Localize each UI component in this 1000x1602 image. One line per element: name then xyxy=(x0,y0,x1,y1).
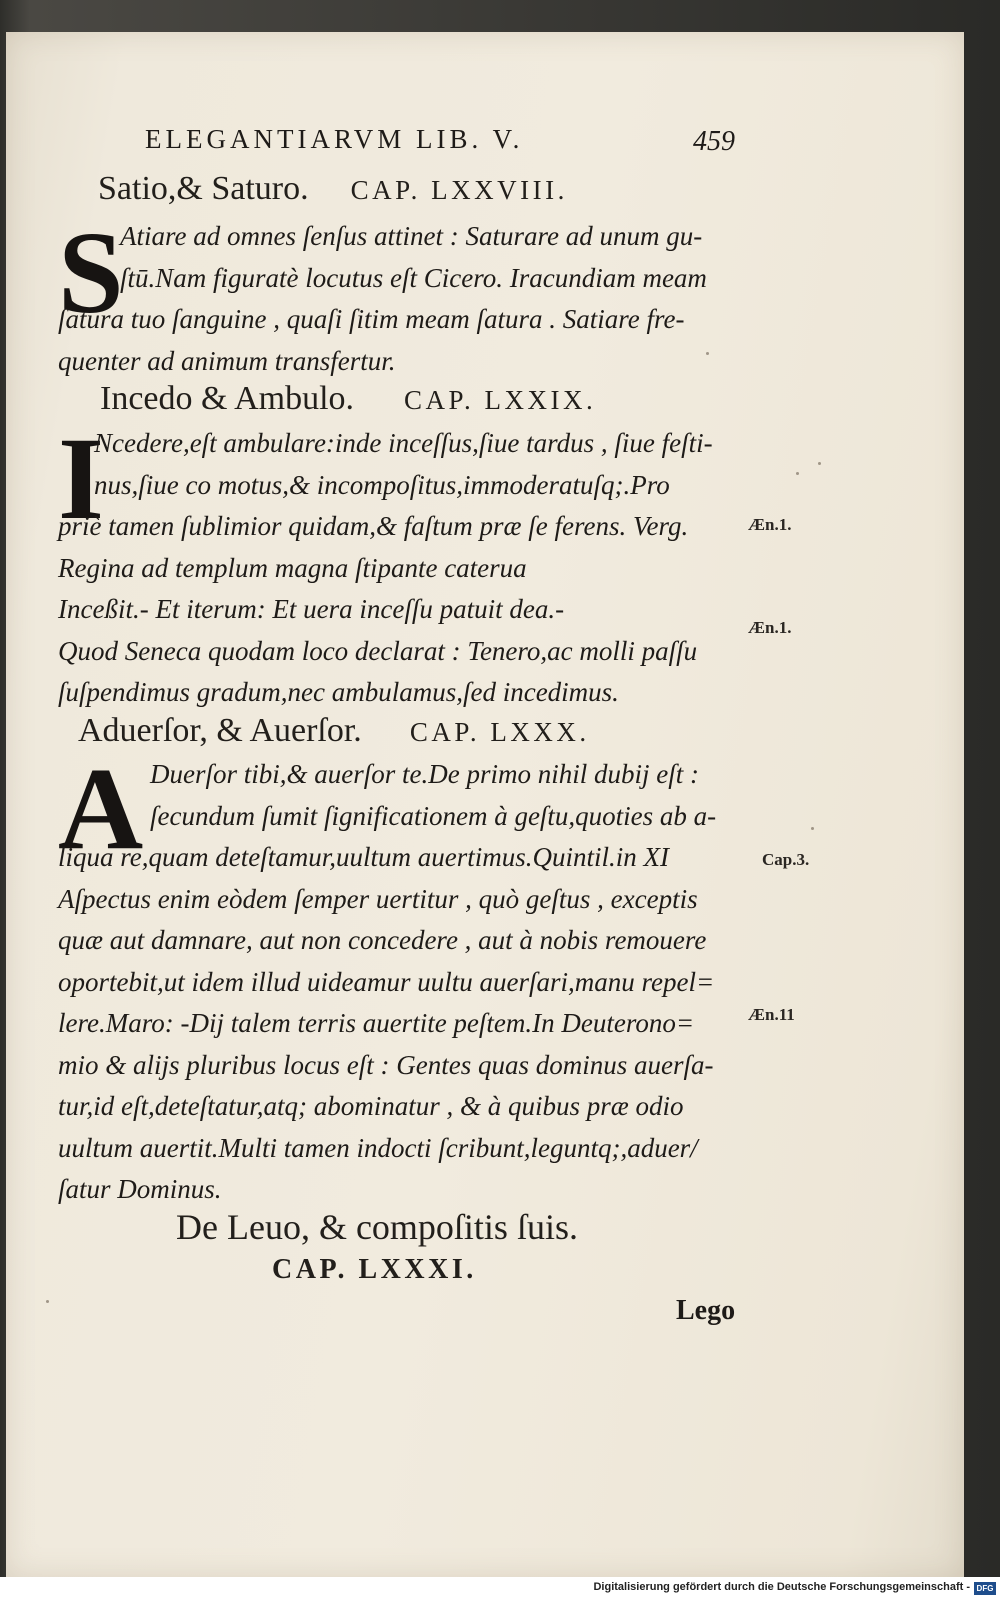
chapter-title: Satio,& Saturo. xyxy=(98,170,309,207)
drop-cap: A xyxy=(58,743,144,874)
text-line: Quod Seneca quodam loco declarat : Tenero,ac molli paſſu xyxy=(58,635,698,666)
text-line: lere.Maro: -Dij talem terris auertite peſtem.In Deuterono= xyxy=(58,1008,695,1038)
paper-stain xyxy=(46,1300,49,1303)
text-line: ſatur Dominus. xyxy=(58,1174,222,1204)
digitization-footer xyxy=(0,1577,1000,1602)
dfg-logo: DFG xyxy=(974,1582,996,1595)
catchword: Lego xyxy=(676,1295,736,1326)
text-line: Ncedere,eſt ambulare:inde inceſſus,ſiue tardus , ſiue feſti- xyxy=(94,428,713,458)
chapter-heading-79 xyxy=(100,380,596,418)
paper-stain xyxy=(796,472,799,475)
chapter-title: Incedo & Ambulo. xyxy=(100,380,355,417)
page-number: 459 xyxy=(693,126,735,157)
paper-stain xyxy=(818,462,821,465)
running-title: ELEGANTIARVM LIB. V. xyxy=(145,124,524,154)
margin-reference: Æn.11 xyxy=(748,1005,795,1024)
margin-reference: Æn.1. xyxy=(748,618,792,637)
text-line: quæ aut damnare, aut non concedere , aut à nobis remouere xyxy=(58,925,707,955)
text-line: Aſpectus enim eòdem ſemper uertitur , quò geſtus , exceptis xyxy=(58,883,698,914)
text-line: liqua re,quam deteſtamur,uultum auertimus.Quintil.in XI xyxy=(58,842,669,872)
chapter-title: De Leuo, & compoſitis ſuis. xyxy=(176,1207,578,1247)
text-line: nus,ſiue co motus,& incompoſitus,immoderatuſq;.Pro xyxy=(94,469,670,500)
chapter-number: CAP. LXXVIII. xyxy=(350,175,568,205)
funding-credit: Digitalisierung gefördert durch die Deutsche Forschungsgemeinschaft - xyxy=(593,1581,970,1593)
text-line: quenter ad animum transfertur. xyxy=(58,345,396,376)
margin-reference: Cap.3. xyxy=(762,850,810,869)
margin-reference: Æn.1. xyxy=(748,515,792,534)
chapter-79-text xyxy=(58,423,748,714)
text-line: Duerſor tibi,& auerſor te.De primo nihil dubij eſt : xyxy=(150,759,699,789)
text-line: ſuſpendimus gradum,nec ambulamus,ſed incedimus. xyxy=(58,677,619,707)
drop-cap: S xyxy=(58,207,124,338)
chapter-number: CAP. LXXX. xyxy=(409,717,590,747)
text-line: ſtū.Nam figuratè locutus eſt Cicero. Iracundiam meam xyxy=(120,262,707,293)
chapter-heading-78 xyxy=(98,170,568,208)
chapter-heading-81 xyxy=(176,1206,578,1248)
text-line: Regina ad templum magna ſtipante caterua xyxy=(58,552,527,583)
text-line: oportebit,ut idem illud uideamur uultu auerſari,manu repel= xyxy=(58,966,715,997)
text-line: Inceßit.- Et iterum: Et uera inceſſu patuit dea.- xyxy=(58,594,565,624)
text-line: mio & alijs pluribus locus eſt : Gentes quas dominus auerſa- xyxy=(58,1049,714,1080)
paper-stain xyxy=(811,827,814,830)
chapter-78-text xyxy=(58,207,748,382)
text-line: ſatura tuo ſanguine , quaſi ſitim meam ſatura . Satiare fre- xyxy=(58,304,685,334)
text-line: priè tamen ſublimior quidam,& faſtum præ ſe ferens. Verg. xyxy=(58,511,689,541)
text-line: uultum auertit.Multi tamen indocti ſcribunt,leguntq;,aduer/ xyxy=(58,1132,698,1163)
chapter-heading-81-number xyxy=(272,1254,477,1286)
running-header xyxy=(145,124,745,164)
text-line: Atiare ad omnes ſenſus attinet : Saturare ad unum gu- xyxy=(120,221,703,251)
chapter-title: Aduerſor, & Auerſor. xyxy=(78,712,362,749)
text-line: ſecundum ſumit ſignificationem à geſtu,quoties ab a- xyxy=(150,800,717,831)
chapter-80-text xyxy=(58,754,748,1211)
chapter-number: CAP. LXXXI. xyxy=(272,1254,477,1285)
text-line: tur,id eſt,deteſtatur,atq; abominatur , & à quibus præ odio xyxy=(58,1091,684,1121)
chapter-number: CAP. LXXIX. xyxy=(404,385,597,415)
drop-cap: I xyxy=(58,413,104,544)
chapter-heading-80 xyxy=(78,712,590,750)
